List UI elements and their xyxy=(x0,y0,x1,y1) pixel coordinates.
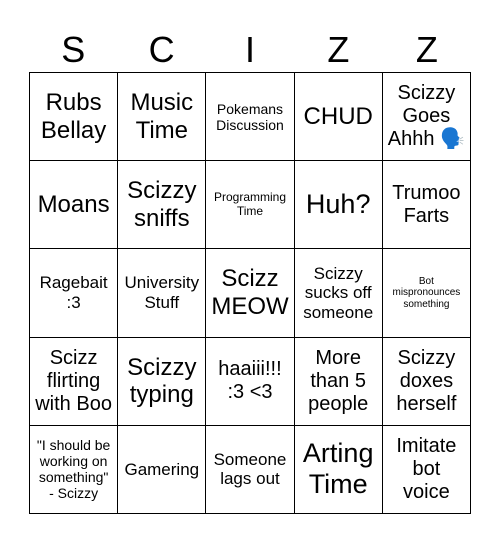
bingo-cell[interactable]: Huh? xyxy=(295,161,383,249)
header-letter-i: I xyxy=(245,29,256,70)
bingo-cell[interactable]: Scizzy sniffs xyxy=(118,161,206,249)
header-letter-s: S xyxy=(61,29,86,70)
bingo-cell[interactable]: Scizzy Goes Ahhh 🗣️ xyxy=(383,73,471,161)
bingo-cell[interactable]: Scizz flirting with Boo xyxy=(30,338,118,426)
bingo-cell[interactable]: Ragebait :3 xyxy=(30,249,118,337)
bingo-cell[interactable]: Scizz MEOW xyxy=(206,249,294,337)
bingo-board xyxy=(29,72,471,514)
bingo-cell[interactable]: Rubs Bellay xyxy=(30,73,118,161)
bingo-cell[interactable]: Arting Time xyxy=(295,426,383,514)
bingo-cell[interactable]: Scizzy sucks off someone xyxy=(295,249,383,337)
bingo-cell[interactable]: Gamering xyxy=(118,426,206,514)
bingo-header xyxy=(29,28,471,72)
bingo-cell[interactable]: Scizzy typing xyxy=(118,338,206,426)
bingo-cell[interactable]: "I should be working on something" - Scizzy xyxy=(30,426,118,514)
bingo-cell[interactable]: More than 5 people xyxy=(295,338,383,426)
header-letter-z2: Z xyxy=(415,29,438,70)
bingo-cell[interactable]: Scizzy doxes herself xyxy=(383,338,471,426)
bingo-cell[interactable]: Pokemans Discussion xyxy=(206,73,294,161)
bingo-cell[interactable]: CHUD xyxy=(295,73,383,161)
header-letter-c: C xyxy=(148,29,175,70)
header-letter-z1: Z xyxy=(327,29,350,70)
bingo-cell[interactable]: University Stuff xyxy=(118,249,206,337)
bingo-cell[interactable]: Bot mispronounces something xyxy=(383,249,471,337)
bingo-cell[interactable]: haaiii!!! :3 <3 xyxy=(206,338,294,426)
bingo-cell[interactable]: Someone lags out xyxy=(206,426,294,514)
bingo-cell[interactable]: Imitate bot voice xyxy=(383,426,471,514)
bingo-cell[interactable]: Programming Time xyxy=(206,161,294,249)
bingo-cell[interactable]: Music Time xyxy=(118,73,206,161)
bingo-cell[interactable]: Trumoo Farts xyxy=(383,161,471,249)
bingo-cell[interactable]: Moans xyxy=(30,161,118,249)
